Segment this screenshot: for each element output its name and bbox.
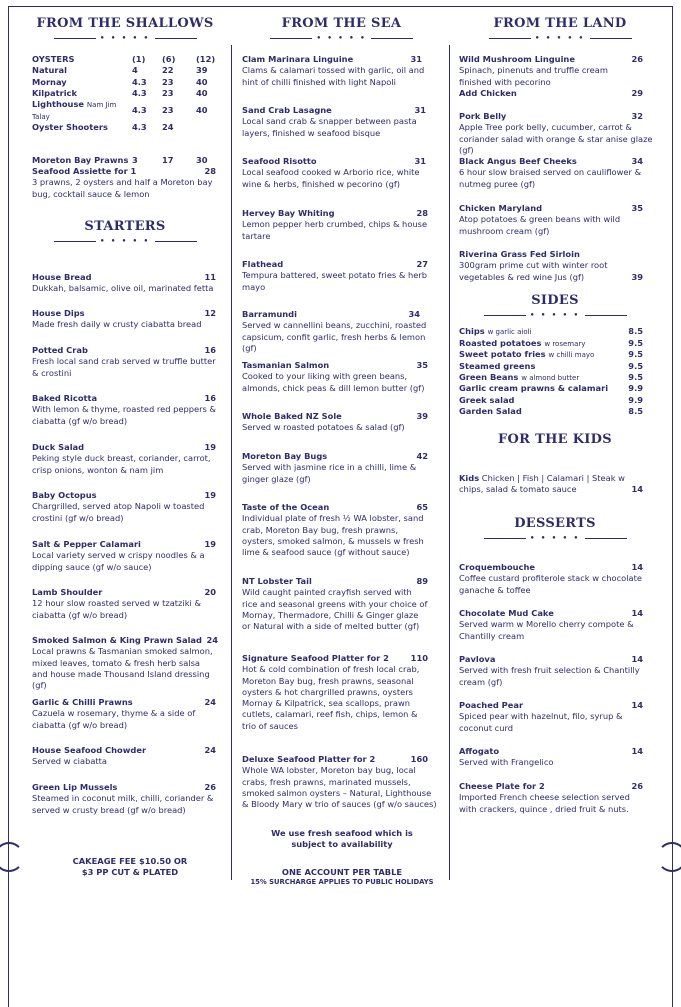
menu-item: Moreton Bay Bugs 42 Served with jasmine rice in a chilli, lime & ginger glaze (gf) — [242, 451, 428, 484]
menu-item: Wild Mushroom Linguine 26 Spinach, pinenuts and truffle cream finished with pecorino Add Chicken 29 — [459, 54, 643, 98]
menu-item: Clam Marinara Linguine 31 Clams & calamari tossed with garlic, oil and hint of chilli finished with light Napoli — [242, 54, 425, 87]
menu-item: Riverina Grass Fed Sirloin 300gram prime cut with winter root vegetables & red wine Jus (gf) 39 — [459, 249, 643, 282]
side-item: Steamed greens 9.5 — [459, 360, 643, 371]
sides-list — [459, 326, 643, 417]
menu-item: Duck Salad 19 Peking style duck breast, coriander, carrot, crisp onions, wonton & nam jim — [32, 442, 216, 475]
cakeage-note: CAKEAGE FEE $10.50 OR $3 PP CUT & PLATED — [72, 856, 188, 878]
menu-item: Lamb Shoulder 20 12 hour slow roasted served w tzatziki & ciabatta (gf w/o bread) — [32, 587, 216, 620]
side-item: Roasted potatoes w rosemary 9.5 — [459, 337, 643, 348]
menu-item: Barramundi 34 Served w cannellini beans, zucchini, roasted capsicum, confit garlic, fresh herbs & lemon (gf) — [242, 309, 427, 353]
menu-item: Black Angus Beef Cheeks 34 6 hour slow braised served on cauliflower & nutmeg puree (gf) — [459, 156, 643, 189]
side-item: Garden Salad 8.5 — [459, 405, 643, 416]
footer-note: ONE ACCOUNT PER TABLE 15% SURCHARGE APPLIES TO PUBLIC HOLIDAYS — [250, 867, 434, 887]
menu-item: Baby Octopus 19 Chargrilled, served atop Napoli w toasted crostini (gf w/o bread) — [32, 490, 216, 523]
menu-item: Chocolate Mud Cake 14 Served warm w Morello cherry compote & Chantilly cream — [459, 608, 643, 641]
menu-item-assiette: Seafood Assiette for 1 28 3 prawns, 2 oysters and half a Moreton bay bug, cocktail sauce & lemon — [32, 166, 216, 199]
menu-item: Hervey Bay Whiting 28 Lemon pepper herb crumbed, chips & house tartare — [242, 208, 428, 241]
menu-item: Deluxe Seafood Platter for 2 160 Whole WA lobster, Moreton bay bug, local crabs, fresh prawns, marinated mussels, smoked salmon oysters – Natural, Lighthouse & Bloody Mary w trio of sauces (gf w/o sauces) — [242, 754, 437, 810]
menu-item: Croquembouche 14 Coffee custard profiterole stack w chocolate ganache & toffee — [459, 562, 643, 595]
menu-item: Garlic & Chilli Prawns 24 Cazuela w rosemary, thyme & a side of ciabatta (gf w/o bread) — [32, 697, 216, 730]
section-title-starters: STARTERS • • • • • — [30, 219, 220, 245]
kids-item: Kids Chicken | Fish | Calamari | Steak w chips, salad & tomato sauce 14 — [459, 473, 643, 495]
oysters-table — [32, 54, 222, 167]
divider-ornament: • • • • • — [460, 33, 660, 42]
menu-item: House Dips 12 Made fresh daily w crusty ciabatta bread — [32, 308, 216, 330]
menu-item: Green Lip Mussels 26 Steamed in coconut milk, chilli, coriander & served w crusty bread (gf w/o bread) — [32, 782, 216, 815]
menu-item: Signature Seafood Platter for 2 110 Hot & cold combination of fresh local crab, Moreton Bay bug, fresh prawns, seasonal oysters & hot chargrilled prawns, oysters Mornay & Kilpatrick, sea scallops, prawn cutlets, calamari, reef fish, chips, lemon & trio of sauces — [242, 653, 428, 731]
corner-swirl-right — [657, 842, 681, 872]
menu-item: Taste of the Ocean 65 Individual plate of fresh ½ WA lobster, sand crab, Moreton Bay bug, fresh prawns, oysters, smoked salmon, & mussels w fresh lime & seafood sauce (gf without sauce) — [242, 502, 428, 558]
menu-item: House Seafood Chowder 24 Served w ciabatta — [32, 745, 216, 767]
menu-item: Pork Belly 32 Apple Tree pork belly, cucumber, carrot & coriander salad with orange & star anise glaze (gf) — [459, 111, 653, 155]
oyster-row: Natural 4 22 39 — [32, 65, 208, 76]
divider-ornament: • • • • • — [30, 236, 220, 245]
oyster-row: Mornay 4.3 23 40 — [32, 76, 208, 87]
divider-ornament: • • • • • — [244, 33, 439, 42]
oyster-row: Lighthouse Nam Jim Talay 4.3 23 40 — [32, 99, 208, 121]
divider-ornament: • • • • • — [30, 33, 220, 42]
menu-item: Flathead 27 Tempura battered, sweet potato fries & herb mayo — [242, 259, 428, 292]
side-item: Sweet potato fries w chilli mayo 9.5 — [459, 349, 643, 360]
menu-item: Affogato 14 Served with Frangelico — [459, 746, 643, 768]
side-item: Chips w garlic aioli 8.5 — [459, 326, 643, 337]
section-title-sea: FROM THE SEA • • • • • — [244, 16, 439, 42]
menu-item: Poached Pear 14 Spiced pear with hazelnut, filo, syrup & coconut curd — [459, 700, 643, 733]
section-title-desserts: DESSERTS • • • • • — [460, 516, 650, 542]
section-title-land: FROM THE LAND • • • • • — [460, 16, 660, 42]
section-title-shallows: FROM THE SHALLOWS • • • • • — [30, 16, 220, 42]
menu-item: Potted Crab 16 Fresh local sand crab served w truffle butter & crostini — [32, 345, 216, 378]
section-title-kids: FOR THE KIDS — [498, 432, 612, 447]
menu-item: Pavlova 14 Served with fresh fruit selection & Chantilly cream (gf) — [459, 654, 643, 687]
menu-item: Cheese Plate for 2 26 Imported French cheese selection served with crackers, quince , dried fruit & nuts. — [459, 781, 643, 814]
menu-item: Smoked Salmon & King Prawn Salad 24 Local prawns & Tasmanian smoked salmon, mixed leaves, tomato & fresh herb salsa and house made Thousand Island dressing (gf) — [32, 635, 218, 691]
menu-item: Sand Crab Lasagne 31 Local sand crab & snapper between pasta layers, finished w seafood bisque — [242, 105, 426, 138]
menu-item: Salt & Pepper Calamari 19 Local variety served w crispy noodles & a dipping sauce (gf w/o sauce) — [32, 539, 216, 572]
divider-ornament: • • • • • — [460, 310, 650, 319]
oyster-row: Oyster Shooters 4.3 24 — [32, 122, 174, 133]
column-divider-right — [449, 45, 450, 880]
oyster-row: Kilpatrick 4.3 23 40 — [32, 87, 208, 98]
menu-item: Whole Baked NZ Sole 39 Served w roasted potatoes & salad (gf) — [242, 411, 428, 433]
section-title-sides: SIDES • • • • • — [460, 293, 650, 319]
menu-item: Baked Ricotta 16 With lemon & thyme, roasted red peppers & ciabatta (gf w/o bread) — [32, 393, 216, 426]
prawns-row: Moreton Bay Prawns 3 17 30 — [32, 155, 208, 166]
side-item: Green Beans w almond butter 9.5 — [459, 371, 643, 382]
side-item: Greek salad 9.9 — [459, 394, 643, 405]
menu-item: Chicken Maryland 35 Atop potatoes & green beans with wild mushroom cream (gf) — [459, 203, 643, 236]
fresh-seafood-note: We use fresh seafood which is subject to availability — [271, 828, 413, 850]
oysters-header-row: OYSTERS (1) (6) (12) — [32, 54, 216, 64]
menu-item: Tasmanian Salmon 35 Cooked to your liking with green beans, almonds, chick peas & dill lemon butter (gf) — [242, 360, 428, 393]
column-divider-left — [231, 45, 232, 880]
menu-item: Seafood Risotto 31 Local seafood cooked w Arborio rice, white wine & herbs, finished w pecorino (gf) — [242, 156, 426, 189]
menu-item: NT Lobster Tail 89 Wild caught painted crayfish served with rice and seasonal greens with your choice of Mornay, Thermadore, Chilli & Ginger glaze or Natural with a side of melted butter (gf) — [242, 576, 428, 632]
divider-ornament: • • • • • — [460, 533, 650, 542]
menu-item: House Bread 11 Dukkah, balsamic, olive oil, marinated fetta — [32, 272, 216, 294]
side-item: Garlic cream prawns & calamari 9.9 — [459, 383, 643, 394]
